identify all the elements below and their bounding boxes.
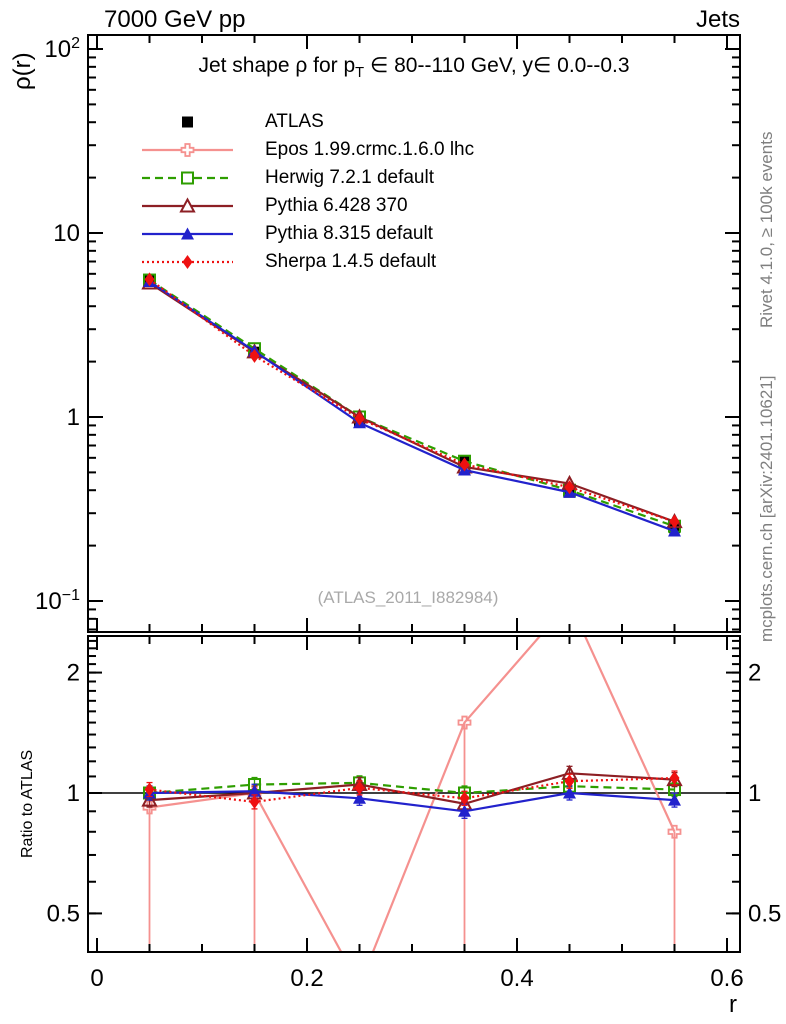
mcplots-arxiv-note: mcplots.cern.ch [arXiv:2401.10621] [757, 375, 776, 642]
beam-energy-label: 7000 GeV pp [104, 6, 246, 33]
y-tick-label-main: 1 [66, 404, 80, 431]
rivet-version-note: Rivet 4.1.0, ≥ 100k events [757, 131, 776, 328]
y-tick-label-ratio-right: 2 [748, 659, 762, 687]
x-tick-label: 0.6 [710, 965, 744, 992]
legend-marker-sherpa-1 [140, 248, 235, 276]
legend-item-atlas [140, 108, 474, 136]
analysis-type-label: Jets [695, 6, 740, 33]
legend-marker-pythia-8 [140, 220, 235, 248]
legend-item-pythia-6 [140, 192, 474, 220]
legend-item-pythia-8 [140, 220, 474, 248]
watermark: (ATLAS_2011_I882984) [317, 588, 499, 607]
y-tick-label-ratio-left: 2 [66, 659, 80, 687]
y-tick-label-ratio-right: 0.5 [748, 900, 782, 928]
plot-title [88, 53, 740, 81]
main-panel-series [143, 272, 681, 536]
legend-label-sherpa-1: Sherpa 1.4.5 default [265, 251, 437, 272]
plot-title-tail: ∈ 80--110 GeV, y∈ 0.0--0.3 [364, 54, 630, 77]
y-tick-label-ratio-left: 1 [66, 780, 80, 807]
x-axis-label: r [729, 991, 737, 1018]
y-tick-label-ratio-right: 1 [748, 780, 762, 807]
legend-label-epos-1: Epos 1.99.crmc.1.6.0 lhc [265, 139, 475, 160]
y-axis-label-main: ρ(r) [9, 52, 36, 90]
legend-marker-pythia-6 [140, 192, 235, 220]
x-tick-label: 0 [90, 965, 104, 992]
legend-marker-epos-1 [140, 136, 235, 164]
ratio-panel-series [88, 596, 740, 991]
legend-label-atlas: ATLAS [265, 111, 324, 132]
y-tick-label-ratio-left: 0.5 [46, 900, 80, 928]
legend-item-herwig-7 [140, 164, 474, 192]
legend-item-epos-1 [140, 136, 474, 164]
y-tick-label-main: $10^{-1}$ [35, 587, 80, 615]
legend-marker-herwig-7 [140, 164, 235, 192]
y-tick-label-main: 10 [53, 220, 80, 247]
legend-label-pythia-6: Pythia 6.428 370 [265, 195, 408, 216]
legend-item-sherpa-1 [140, 248, 474, 276]
y-tick-label-main: $10^2$ [44, 35, 80, 63]
legend [140, 108, 474, 276]
legend-label-herwig-7: Herwig 7.2.1 default [265, 167, 434, 188]
x-tick-label: 0.2 [290, 965, 324, 992]
legend-label-pythia-8: Pythia 8.315 default [265, 223, 433, 244]
y-axis-label-ratio: Ratio to ATLAS [19, 749, 36, 858]
legend-marker-atlas [140, 108, 235, 136]
plot-title-subscript: T [355, 65, 365, 82]
x-tick-label: 0.4 [500, 965, 534, 992]
plot-title-text: Jet shape ρ for p [198, 54, 356, 77]
